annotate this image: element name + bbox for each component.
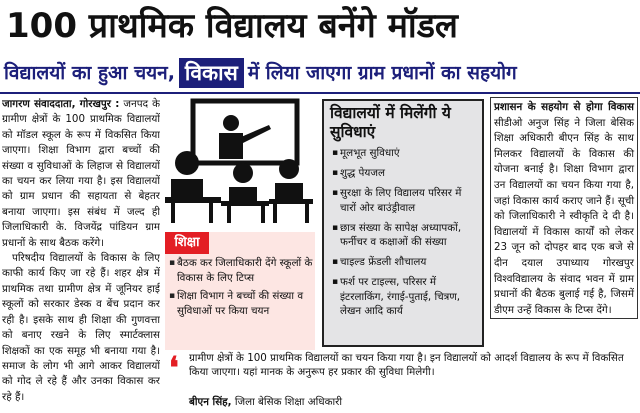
classroom-illustration bbox=[165, 97, 313, 225]
quote-text: ग्रामीण क्षेत्रों के 100 प्राथमिक विद्यालयों का चयन किया गया है। इन विद्यालयों को आदर्श विद्यालय के रूप में विकसित किया जाएगा। यहां मानक के अनुरूप हर प्रकार की सुविधा मिलेगी। bbox=[189, 352, 624, 378]
headline: 100 प्राथमिक विद्यालय बनेंगे मॉडल bbox=[6, 6, 458, 46]
subheadline bbox=[4, 56, 636, 90]
main-story bbox=[2, 97, 160, 411]
facility-item: ▪ मूलभूत सुविधाएं bbox=[332, 146, 478, 160]
divider bbox=[0, 92, 640, 94]
dateline: जागरण संवाददाता, गोरखपुर : bbox=[2, 98, 120, 110]
quote-attribution bbox=[189, 395, 342, 409]
facility-item: ▪ फर्श पर टाइल्स, परिसर में इंटरलाकिंग, रंगाई-पुताई, चित्रण, लेखन आदि कार्य bbox=[332, 275, 478, 318]
side-story-body: सीडीओ अनुज सिंह ने जिला बेसिक शिक्षा अधिकारी बीएन सिंह के साथ मिलकर विद्यालयों के विकास की योजना बनाई है। शिक्षा विभाग द्वारा उन विद्यालयों का चयन किया गया है, जहां विकास कार्य कराए जाने हैं। सूची को जिलाधिकारी ने स्वीकृति दे दी है। विद्यालयों में विकास कार्यों को लेकर 23 जून को दोपहर बाद एक बजे से दीन दयाल उपाध्याय गोरखपुर विश्वविद्यालय के संवाद भवन में ग्राम प्रधानों की बैठक बुलाई गई है, जिसमें डीएम उन्हें विकास के टिप्स देंगे। bbox=[494, 116, 634, 316]
side-story bbox=[490, 97, 638, 319]
facility-item: ▪ छात्र संख्या के सापेक्ष अध्यापकों, फर्नीचर व कक्षाओं की संख्या bbox=[332, 221, 478, 249]
facilities-box bbox=[322, 99, 484, 347]
facility-item: ▪ चाइल्ड फ्रेंडली शौचालय bbox=[332, 255, 478, 269]
highlight-item: ▪ बैठक कर जिलाधिकारी देंगे स्कूलों के विकास के लिए टिप्स bbox=[169, 256, 313, 285]
subhead-part2: में लिया जाएगा ग्राम प्रधानों का सहयोग bbox=[247, 62, 517, 84]
education-highlights-box bbox=[165, 232, 315, 350]
quote-name: बीएन सिंह, bbox=[189, 396, 232, 408]
facility-item: ▪ सुरक्षा के लिए विद्यालय परिसर में चारों ओर बाउंड्रीवाल bbox=[332, 186, 478, 214]
highlight-item: ▪ शिक्षा विभाग ने बच्चों की संख्या व सुविधाओं पर किया चयन bbox=[169, 289, 313, 318]
section-tag: शिक्षा bbox=[165, 232, 209, 254]
official-quote bbox=[165, 352, 635, 412]
facilities-title: विद्यालयों में मिलेंगी ये सुविधाएं bbox=[330, 104, 451, 141]
side-story-title: प्रशासन के सहयोग से होगा विकास bbox=[494, 101, 634, 113]
subhead-highlight: विकास bbox=[179, 58, 244, 88]
story-para-1: जनपद के ग्रामीण क्षेत्रों के 100 प्राथमिक विद्यालयों को मॉडल स्कूल के रूप में विकसित किया जाएगा। शिक्षा विभाग द्वारा बच्चों की संख्या व सुविधाओं के लिहाज से विद्यालयों का चयन कर लिया गया है। इस विद्यालयों को ग्राम प्रधान की सहायता से बेहतर बनाया जाएगा। इस संबंध में जल्द ही जिलाधिकारी के. विजयेंद्र पांडियन ग्राम प्रधानों के साथ बैठक करेंगे। bbox=[2, 98, 160, 249]
facility-item: ▪ शुद्ध पेयजल bbox=[332, 166, 478, 180]
quote-role: जिला बेसिक शिक्षा अधिकारी bbox=[234, 396, 343, 408]
quote-mark-icon: ❛ bbox=[169, 351, 179, 386]
story-para-2: परिषदीय विद्यालयों के विकास के लिए काफी कार्य किए जा रहे हैं। शहर क्षेत्र में प्राथमिक तथा ग्रामीण क्षेत्र में जूनियर हाई स्कूलों को सरकार डेस्क व बेंच प्रदान कर रही है। इसके साथ ही शिक्षा की गुणवत्ता को बनाए रखने के लिए स्मार्टक्लास शिक्षकों का एक समूह भी बनाया गया है। समाज के लोग भी आगे आकर विद्यालयों को गोद ले रहे हैं और उनका विकास कर रहे हैं। bbox=[2, 252, 160, 403]
subhead-part1: विद्यालयों का हुआ चयन, bbox=[4, 62, 175, 84]
